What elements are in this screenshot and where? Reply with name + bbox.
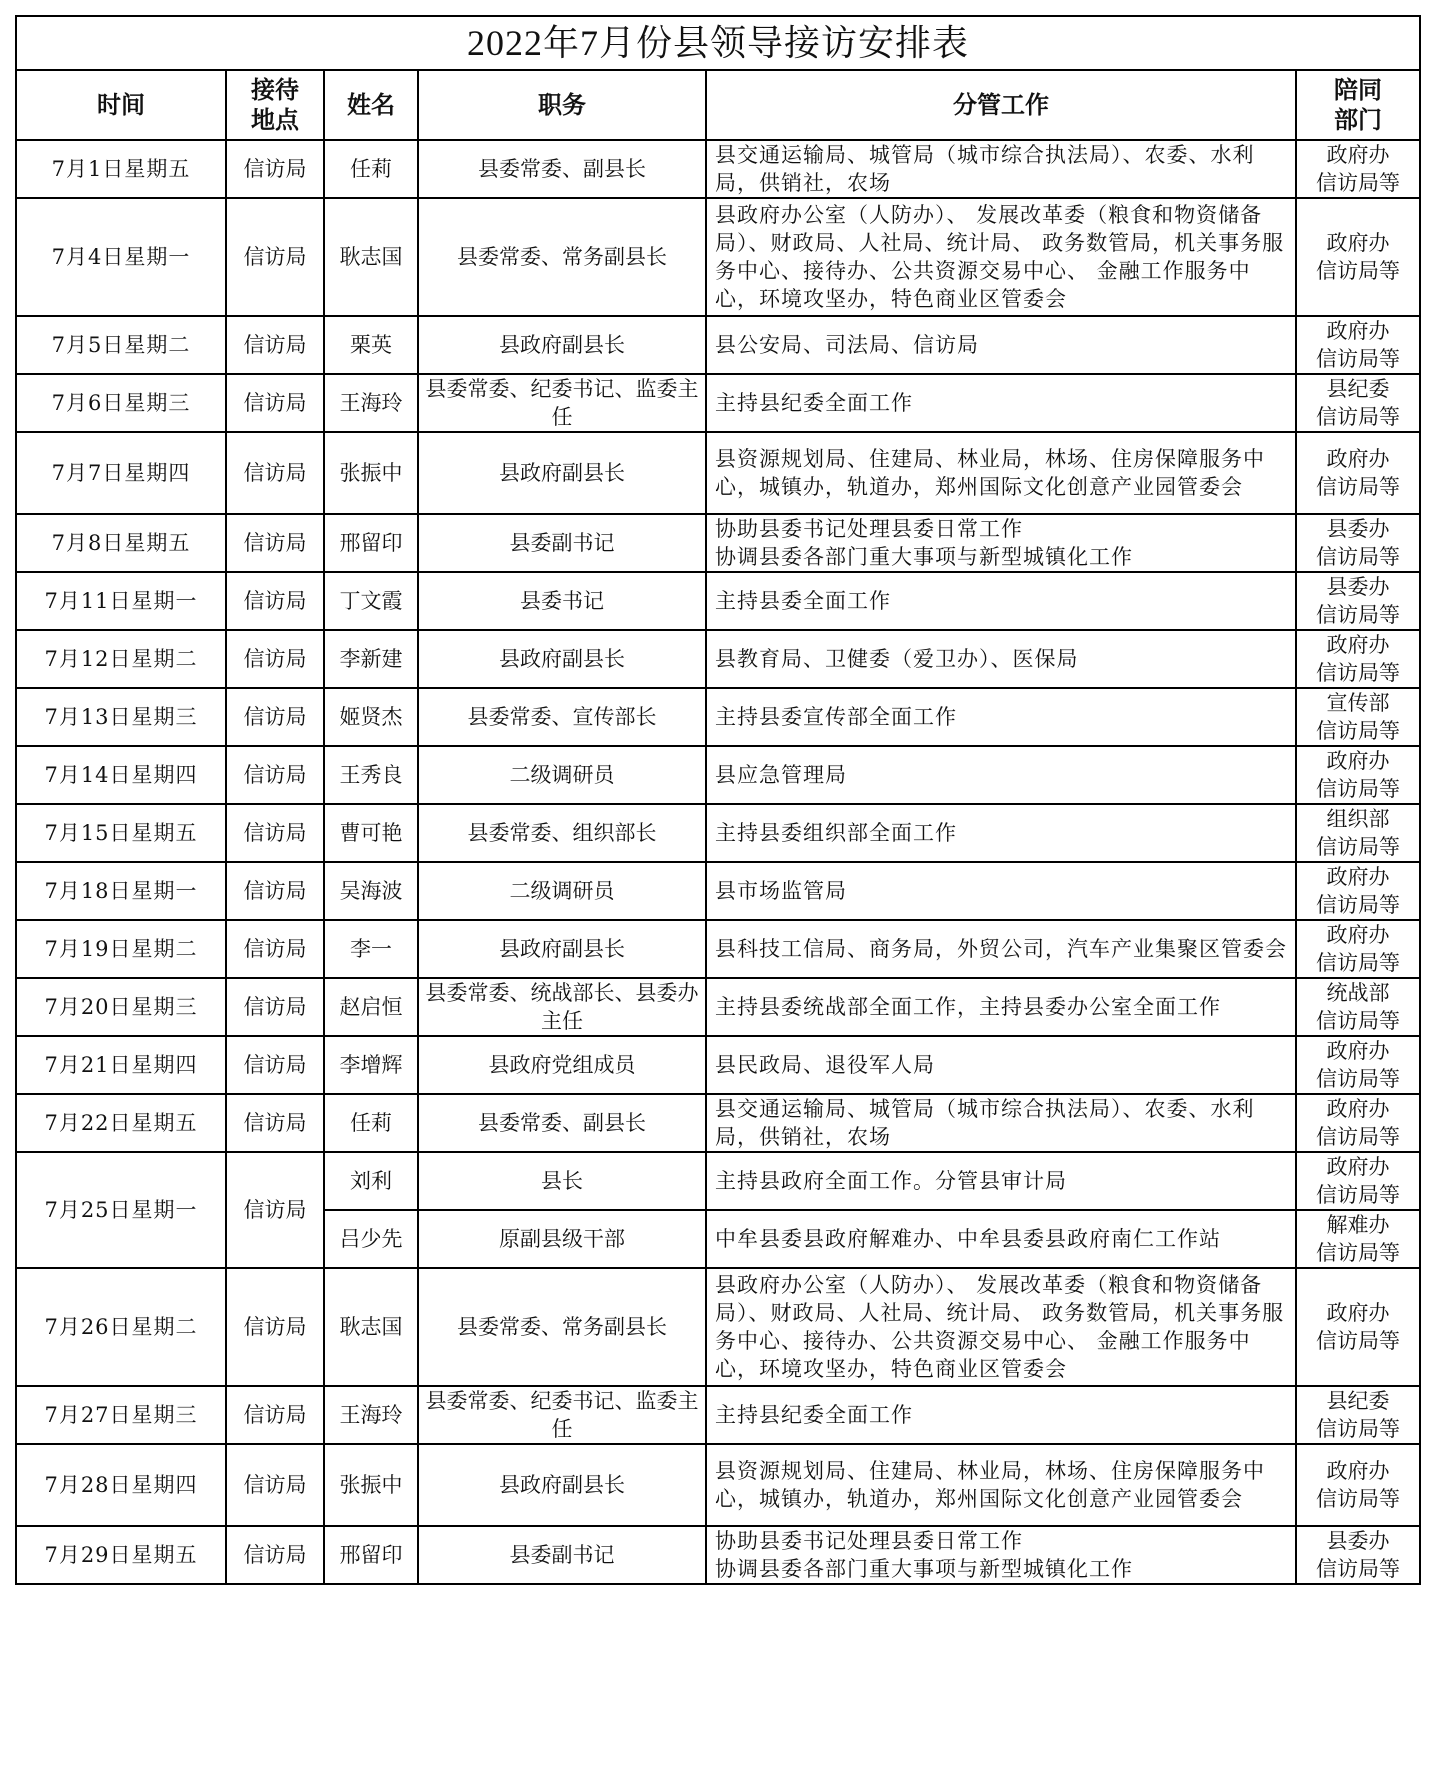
name-cell: 栗英 — [324, 316, 418, 374]
name-cell: 曹可艳 — [324, 804, 418, 862]
name-cell: 任莉 — [324, 140, 418, 198]
duties-cell: 主持县委组织部全面工作 — [706, 804, 1296, 862]
date-cell: 7月8日星期五 — [16, 514, 226, 572]
position-cell: 县政府党组成员 — [418, 1036, 706, 1094]
duties-cell: 主持县纪委全面工作 — [706, 374, 1296, 432]
table-row — [16, 804, 1420, 862]
header-duties: 分管工作 — [706, 70, 1296, 140]
accompany-cell: 解难办 信访局等 — [1296, 1210, 1420, 1268]
header-accompany: 陪同 部门 — [1296, 70, 1420, 140]
date-cell: 7月28日星期四 — [16, 1444, 226, 1526]
duties-cell: 县公安局、司法局、信访局 — [706, 316, 1296, 374]
place-cell: 信访局 — [226, 1526, 324, 1584]
place-cell: 信访局 — [226, 688, 324, 746]
place-cell: 信访局 — [226, 432, 324, 514]
duties-cell: 主持县委统战部全面工作，主持县委办公室全面工作 — [706, 978, 1296, 1036]
table-row — [16, 432, 1420, 514]
date-cell: 7月7日星期四 — [16, 432, 226, 514]
place-cell: 信访局 — [226, 1268, 324, 1386]
accompany-cell: 政府办 信访局等 — [1296, 1094, 1420, 1152]
table-row — [16, 572, 1420, 630]
position-cell: 二级调研员 — [418, 862, 706, 920]
table-row — [16, 140, 1420, 198]
place-cell: 信访局 — [226, 514, 324, 572]
accompany-cell: 政府办 信访局等 — [1296, 1036, 1420, 1094]
duties-cell: 县交通运输局、城管局（城市综合执法局）、农委、水利局，供销社，农场 — [706, 1094, 1296, 1152]
duties-cell: 县应急管理局 — [706, 746, 1296, 804]
accompany-cell: 政府办 信访局等 — [1296, 862, 1420, 920]
place-cell: 信访局 — [226, 746, 324, 804]
position-cell: 县长 — [418, 1152, 706, 1210]
position-cell: 县委常委、组织部长 — [418, 804, 706, 862]
position-cell: 县政府副县长 — [418, 316, 706, 374]
name-cell: 李增辉 — [324, 1036, 418, 1094]
date-cell: 7月25日星期一 — [16, 1152, 226, 1268]
date-cell: 7月21日星期四 — [16, 1036, 226, 1094]
accompany-cell: 县委办 信访局等 — [1296, 514, 1420, 572]
place-cell: 信访局 — [226, 316, 324, 374]
accompany-cell: 宣传部 信访局等 — [1296, 688, 1420, 746]
duties-cell: 县教育局、卫健委（爱卫办）、医保局 — [706, 630, 1296, 688]
schedule-sheet — [15, 15, 1419, 1585]
name-cell: 赵启恒 — [324, 978, 418, 1036]
position-cell: 原副县级干部 — [418, 1210, 706, 1268]
name-cell: 邢留印 — [324, 1526, 418, 1584]
name-cell: 邢留印 — [324, 514, 418, 572]
place-cell: 信访局 — [226, 1444, 324, 1526]
position-cell: 县委常委、纪委书记、监委主任 — [418, 374, 706, 432]
date-cell: 7月15日星期五 — [16, 804, 226, 862]
date-cell: 7月27日星期三 — [16, 1386, 226, 1444]
accompany-cell: 政府办 信访局等 — [1296, 1444, 1420, 1526]
accompany-cell: 政府办 信访局等 — [1296, 316, 1420, 374]
date-cell: 7月6日星期三 — [16, 374, 226, 432]
date-cell: 7月14日星期四 — [16, 746, 226, 804]
date-cell: 7月1日星期五 — [16, 140, 226, 198]
table-row — [16, 1444, 1420, 1526]
table-row — [16, 1152, 1420, 1210]
position-cell: 县委书记 — [418, 572, 706, 630]
position-cell: 县委常委、常务副县长 — [418, 198, 706, 316]
table-row — [16, 978, 1420, 1036]
position-cell: 县委常委、统战部长、县委办主任 — [418, 978, 706, 1036]
table-row — [16, 514, 1420, 572]
place-cell: 信访局 — [226, 862, 324, 920]
place-cell: 信访局 — [226, 1152, 324, 1268]
name-cell: 吴海波 — [324, 862, 418, 920]
name-cell: 张振中 — [324, 432, 418, 514]
accompany-cell: 政府办 信访局等 — [1296, 630, 1420, 688]
table-row — [16, 630, 1420, 688]
accompany-cell: 组织部 信访局等 — [1296, 804, 1420, 862]
duties-cell: 协助县委书记处理县委日常工作 协调县委各部门重大事项与新型城镇化工作 — [706, 514, 1296, 572]
duties-cell: 县交通运输局、城管局（城市综合执法局）、农委、水利局，供销社，农场 — [706, 140, 1296, 198]
name-cell: 王海玲 — [324, 1386, 418, 1444]
accompany-cell: 政府办 信访局等 — [1296, 198, 1420, 316]
table-row — [16, 1036, 1420, 1094]
accompany-cell: 政府办 信访局等 — [1296, 1268, 1420, 1386]
accompany-cell: 政府办 信访局等 — [1296, 746, 1420, 804]
header-row — [16, 70, 1420, 140]
table-row — [16, 1526, 1420, 1584]
name-cell: 刘利 — [324, 1152, 418, 1210]
place-cell: 信访局 — [226, 374, 324, 432]
date-cell: 7月22日星期五 — [16, 1094, 226, 1152]
accompany-cell: 县委办 信访局等 — [1296, 572, 1420, 630]
header-time: 时间 — [16, 70, 226, 140]
place-cell: 信访局 — [226, 804, 324, 862]
position-cell: 县委常委、宣传部长 — [418, 688, 706, 746]
date-cell: 7月20日星期三 — [16, 978, 226, 1036]
place-cell: 信访局 — [226, 1094, 324, 1152]
header-place: 接待 地点 — [226, 70, 324, 140]
accompany-cell: 县纪委 信访局等 — [1296, 1386, 1420, 1444]
position-cell: 县委常委、副县长 — [418, 1094, 706, 1152]
accompany-cell: 统战部 信访局等 — [1296, 978, 1420, 1036]
duties-cell: 协助县委书记处理县委日常工作 协调县委各部门重大事项与新型城镇化工作 — [706, 1526, 1296, 1584]
name-cell: 丁文霞 — [324, 572, 418, 630]
duties-cell: 中牟县委县政府解难办、中牟县委县政府南仁工作站 — [706, 1210, 1296, 1268]
place-cell: 信访局 — [226, 572, 324, 630]
table-row — [16, 1094, 1420, 1152]
position-cell: 县委副书记 — [418, 514, 706, 572]
place-cell: 信访局 — [226, 198, 324, 316]
duties-cell: 县资源规划局、住建局、林业局，林场、住房保障服务中心，城镇办，轨道办，郑州国际文化创意产业园管委会 — [706, 1444, 1296, 1526]
duties-cell: 县政府办公室（人防办）、 发展改革委（粮食和物资储备局）、财政局、人社局、统计局、 政务数管局，机关事务服务中心、接待办、公共资源交易中心、 金融工作服务中心，环境攻坚办，特色商业区管委会 — [706, 1268, 1296, 1386]
name-cell: 耿志国 — [324, 1268, 418, 1386]
table-row — [16, 316, 1420, 374]
name-cell: 王海玲 — [324, 374, 418, 432]
table-row — [16, 374, 1420, 432]
duties-cell: 主持县政府全面工作。分管县审计局 — [706, 1152, 1296, 1210]
place-cell: 信访局 — [226, 920, 324, 978]
table-row — [16, 862, 1420, 920]
date-cell: 7月11日星期一 — [16, 572, 226, 630]
duties-cell: 主持县委全面工作 — [706, 572, 1296, 630]
name-cell: 吕少先 — [324, 1210, 418, 1268]
table-row — [16, 746, 1420, 804]
date-cell: 7月29日星期五 — [16, 1526, 226, 1584]
position-cell: 县政府副县长 — [418, 1444, 706, 1526]
position-cell: 县委常委、纪委书记、监委主任 — [418, 1386, 706, 1444]
schedule-body — [16, 140, 1420, 1584]
name-cell: 姬贤杰 — [324, 688, 418, 746]
name-cell: 王秀良 — [324, 746, 418, 804]
header-position: 职务 — [418, 70, 706, 140]
name-cell: 耿志国 — [324, 198, 418, 316]
duties-cell: 县市场监管局 — [706, 862, 1296, 920]
table-row — [16, 198, 1420, 316]
duties-cell: 主持县纪委全面工作 — [706, 1386, 1296, 1444]
position-cell: 县委副书记 — [418, 1526, 706, 1584]
duties-cell: 县政府办公室（人防办）、 发展改革委（粮食和物资储备局）、财政局、人社局、统计局、 政务数管局，机关事务服务中心、接待办、公共资源交易中心、 金融工作服务中心，环境攻坚办，特色商业区管委会 — [706, 198, 1296, 316]
accompany-cell: 政府办 信访局等 — [1296, 140, 1420, 198]
place-cell: 信访局 — [226, 630, 324, 688]
duties-cell: 县民政局、退役军人局 — [706, 1036, 1296, 1094]
date-cell: 7月13日星期三 — [16, 688, 226, 746]
position-cell: 县政府副县长 — [418, 432, 706, 514]
schedule-table — [15, 15, 1421, 1585]
name-cell: 张振中 — [324, 1444, 418, 1526]
accompany-cell: 政府办 信访局等 — [1296, 432, 1420, 514]
position-cell: 二级调研员 — [418, 746, 706, 804]
name-cell: 任莉 — [324, 1094, 418, 1152]
position-cell: 县政府副县长 — [418, 920, 706, 978]
place-cell: 信访局 — [226, 978, 324, 1036]
table-row — [16, 1386, 1420, 1444]
duties-cell: 县科技工信局、商务局，外贸公司，汽车产业集聚区管委会 — [706, 920, 1296, 978]
accompany-cell: 政府办 信访局等 — [1296, 920, 1420, 978]
accompany-cell: 政府办 信访局等 — [1296, 1152, 1420, 1210]
date-cell: 7月4日星期一 — [16, 198, 226, 316]
table-row — [16, 920, 1420, 978]
table-title: 2022年7月份县领导接访安排表 — [16, 16, 1420, 70]
position-cell: 县委常委、副县长 — [418, 140, 706, 198]
date-cell: 7月12日星期二 — [16, 630, 226, 688]
duties-cell: 县资源规划局、住建局、林业局，林场、住房保障服务中心，城镇办，轨道办，郑州国际文化创意产业园管委会 — [706, 432, 1296, 514]
date-cell: 7月5日星期二 — [16, 316, 226, 374]
table-row — [16, 1268, 1420, 1386]
date-cell: 7月19日星期二 — [16, 920, 226, 978]
position-cell: 县政府副县长 — [418, 630, 706, 688]
accompany-cell: 县纪委 信访局等 — [1296, 374, 1420, 432]
table-row — [16, 688, 1420, 746]
header-name: 姓名 — [324, 70, 418, 140]
date-cell: 7月18日星期一 — [16, 862, 226, 920]
accompany-cell: 县委办 信访局等 — [1296, 1526, 1420, 1584]
place-cell: 信访局 — [226, 1036, 324, 1094]
place-cell: 信访局 — [226, 1386, 324, 1444]
name-cell: 李一 — [324, 920, 418, 978]
position-cell: 县委常委、常务副县长 — [418, 1268, 706, 1386]
date-cell: 7月26日星期二 — [16, 1268, 226, 1386]
name-cell: 李新建 — [324, 630, 418, 688]
duties-cell: 主持县委宣传部全面工作 — [706, 688, 1296, 746]
place-cell: 信访局 — [226, 140, 324, 198]
